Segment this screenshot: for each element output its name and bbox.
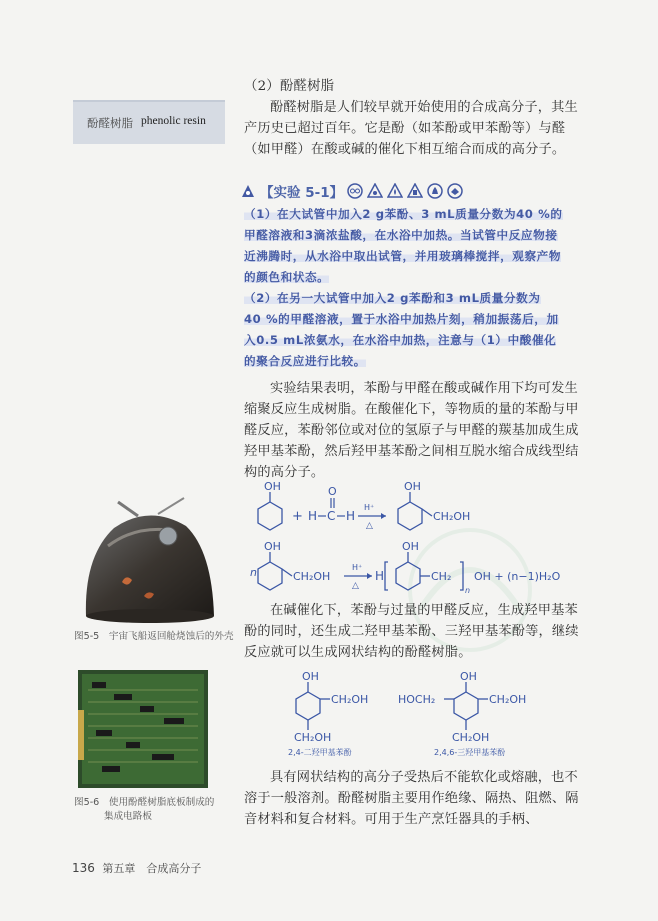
figure-5-5-caption	[74, 630, 234, 644]
glossary-box	[73, 100, 225, 144]
experiment-line: 40 %的甲醛溶液，置于水浴中加热片刻，稍加振荡后，加	[244, 312, 559, 326]
glossary-term-en: phenolic resin	[141, 115, 206, 127]
heat-label: △	[366, 521, 373, 531]
end-group-h: H	[375, 569, 385, 583]
heat-label-2: △	[352, 581, 359, 591]
section-title: （2）酚醛树脂	[244, 79, 335, 94]
plus-sign: +	[292, 509, 303, 524]
reaction-2-equation	[248, 540, 578, 598]
goggles-icon	[347, 183, 363, 199]
experiment-line: （1）在大试管中加入2 g苯酚、3 mL质量分数为40 %的	[244, 207, 563, 221]
figure-5-6-caption	[74, 796, 214, 824]
s2-hoch2: HOCH₂	[398, 693, 436, 706]
structure-2-4-dihydroxymethylphenol	[280, 668, 390, 758]
wash-hands-icon	[447, 183, 463, 199]
corrosive-warning-icon	[407, 183, 423, 199]
formaldehyde-h-left: H	[308, 509, 318, 523]
coefficient-n: n	[250, 566, 257, 579]
experiment-title: 【实验 5-1】	[260, 185, 344, 201]
spacecraft-capsule-photo	[74, 496, 224, 626]
figure-5-6-text-line2: 集成电路板	[104, 811, 152, 822]
toxic-warning-icon	[367, 183, 383, 199]
catalyst-label-2: H⁺	[352, 563, 363, 572]
figure-5-6-text-line1: 使用酚醛树脂底板制成的	[108, 797, 215, 808]
experiment-line: 近沸腾时，从水浴中取出试管，并用玻璃棒搅拌，观察产物	[244, 249, 562, 263]
reactant-ch2oh: CH₂OH	[293, 570, 331, 583]
experiment-line: 的颜色和状态。	[244, 270, 330, 284]
structure-2-4-6-trihydroxymethylphenol	[398, 668, 558, 758]
figure-5-5-text: 宇宙飞船返回舱烧蚀后的外壳	[108, 631, 234, 642]
repeat-subscript-n: n	[465, 586, 471, 595]
product-oh: OH	[404, 480, 421, 493]
s2-ch2oh-bottom: CH₂OH	[452, 731, 490, 744]
s1-label: 2,4-二羟甲基苯酚	[288, 748, 352, 757]
page-footer	[72, 860, 201, 876]
experiment-line: （2）在另一大试管中加入2 g苯酚和3 mL质量分数为	[244, 291, 541, 305]
phenol-oh: OH	[264, 480, 281, 493]
experiment-line: 入0.5 mL浓氨水，在水浴中加热，注意与（1）中酸催化	[244, 333, 557, 347]
s1-ch2oh-bottom: CH₂OH	[294, 731, 332, 744]
base-catalysis-paragraph: 在碱催化下，苯酚与过量的甲醛反应，生成羟甲基苯酚的同时，还生成二羟甲基苯酚、三羟甲基苯酚等，继续反应就可以生成网状结构的酚醛树脂。	[244, 603, 579, 660]
flame-warning-icon	[387, 183, 403, 199]
experiment-line: 的聚合反应进行比较。	[244, 354, 366, 368]
figure-5-6-number: 图5-6	[74, 797, 100, 808]
formaldehyde-c: C	[327, 509, 336, 523]
chapter-title: 第五章 合成高分子	[102, 862, 202, 875]
experiment-header	[240, 180, 463, 202]
results-paragraph: 实验结果表明，苯酚与甲醛在酸或碱作用下均可发生缩聚反应生成树脂。在酸催化下，等物质的量的苯酚与甲醛反应，苯酚邻位或对位的氢原子与甲醛的羰基加成生成羟甲基苯酚，然后羟甲基苯酚之间相互脱水缩合成线型结构的高分子。	[244, 381, 579, 480]
s2-label: 2,4,6-三羟甲基苯酚	[434, 748, 506, 757]
s2-oh: OH	[460, 670, 477, 683]
experiment-line: 甲醛溶液和3滴浓盐酸，在水浴中加热。当试管中反应物接	[244, 228, 558, 242]
glossary-term-cn: 酚醛树脂	[87, 116, 133, 130]
formaldehyde-o: O	[328, 485, 337, 498]
experiment-icon	[240, 183, 256, 199]
reactant-oh: OH	[264, 540, 281, 553]
polymer-ch2: CH₂	[431, 570, 452, 583]
reaction-1-equation	[248, 480, 508, 536]
page-number: 136	[72, 861, 95, 875]
product-ch2oh: CH₂OH	[433, 510, 471, 523]
hot-surface-icon	[427, 183, 443, 199]
intro-paragraph: 酚醛树脂是人们较早就开始使用的合成高分子，其生产历史已超过百年。它是酚（如苯酚或甲苯酚等）与醛（如甲醛）在酸或碱的催化下相互缩合而成的高分子。	[244, 100, 578, 157]
s1-ch2oh-right: CH₂OH	[331, 693, 369, 706]
reaction-2-tail: OH + (n−1)H₂O	[474, 570, 561, 583]
experiment-box	[240, 180, 586, 368]
circuit-board-photo	[78, 670, 208, 788]
figure-5-5-number: 图5-5	[74, 631, 100, 642]
polymer-oh: OH	[402, 540, 419, 553]
s2-ch2oh-right: CH₂OH	[489, 693, 527, 706]
formaldehyde-h-right: H	[346, 509, 356, 523]
catalyst-label: H⁺	[364, 503, 375, 512]
s1-oh: OH	[302, 670, 319, 683]
network-structure-paragraph: 具有网状结构的高分子受热后不能软化或熔融，也不溶于一般溶剂。酚醛树脂主要用作绝缘、隔热、阻燃、隔音材料和复合材料。可用于生产烹饪器具的手柄、	[244, 770, 579, 827]
